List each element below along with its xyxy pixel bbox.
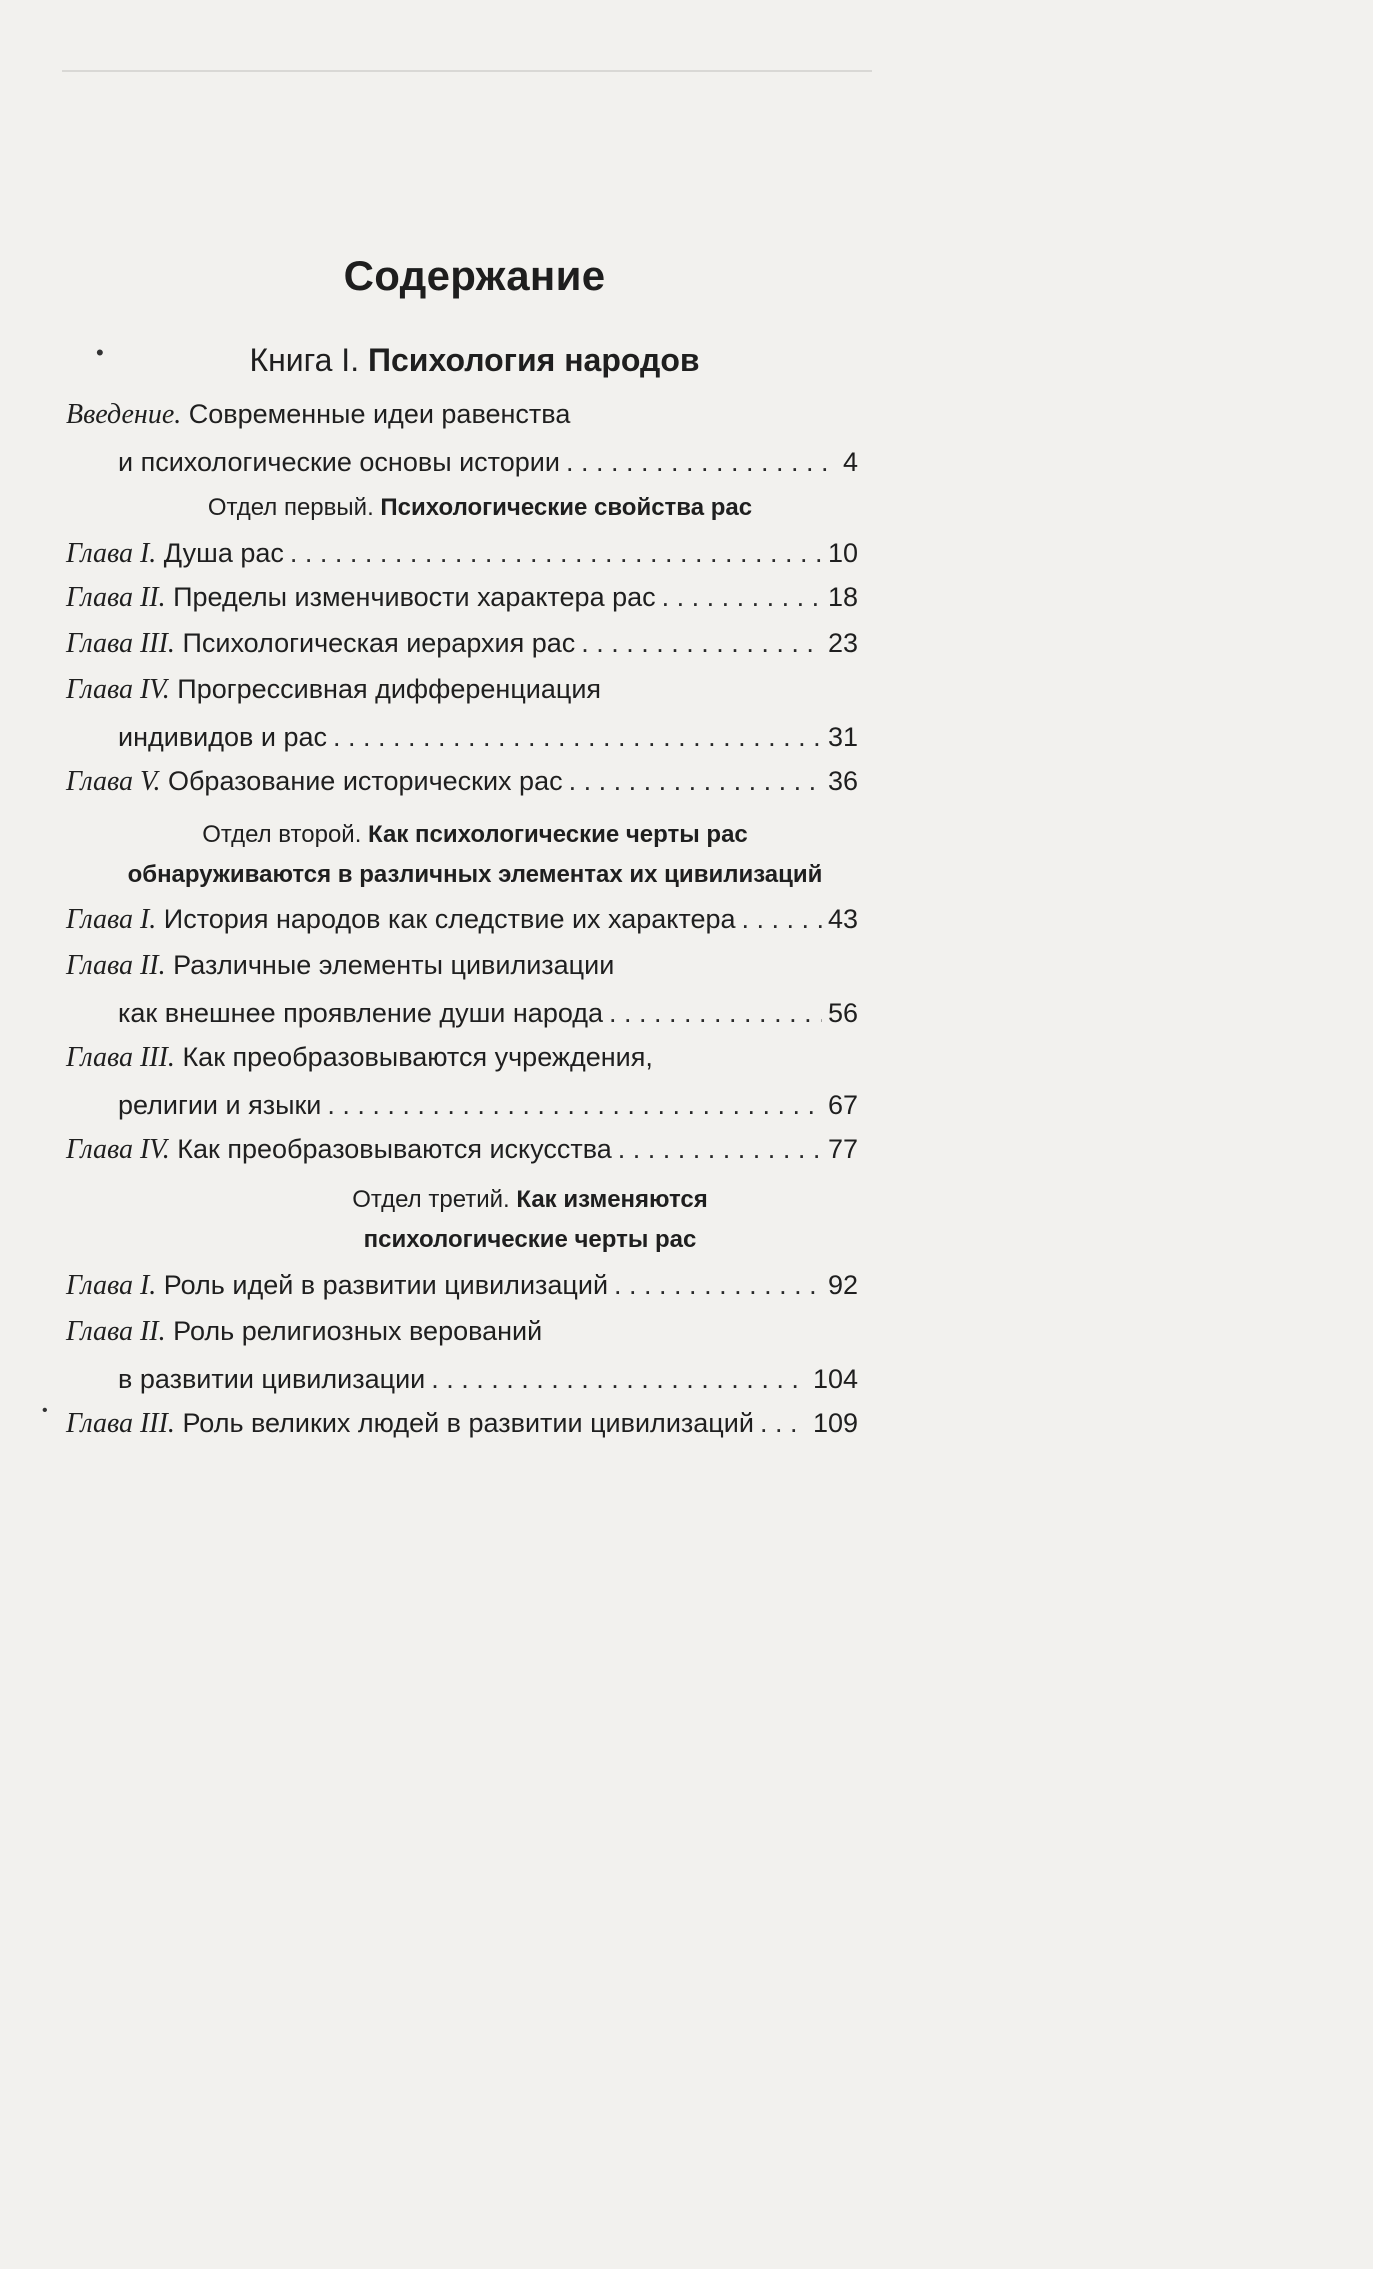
entry-label: Глава II. [66,1316,166,1347]
entry-title: История народов как следствие их характера [163,904,736,934]
toc-entry[interactable] [66,536,858,571]
section-heading-1 [150,494,810,522]
leader-dots [581,626,822,660]
entry-title: Роль идей в развитии цивилизаций [163,1270,609,1300]
entry-label: Введение. [66,399,182,430]
bleed-through-text [62,70,872,102]
entry-title-cont: индивидов и рас [118,722,327,752]
leader-dots [662,580,822,614]
book-prefix: Книга I. [249,342,360,378]
entry-title: Как преобразовываются искусства [177,1134,612,1164]
book-heading [0,342,949,379]
leader-dots [614,1268,822,1302]
entry-label: Глава I. [66,1270,157,1301]
leader-dots [333,720,822,754]
entry-title: Душа рас [163,538,284,568]
entry-label: Глава I. [66,538,157,569]
page-number: 10 [827,538,858,568]
entry-title: Образование исторических рас [167,766,563,796]
page-number: 56 [827,998,858,1028]
page-number: 104 [812,1364,858,1394]
entry-title: Пределы изменчивости характера рас [173,582,656,612]
entry-label: Глава IV. [66,1134,170,1165]
page-number: 77 [827,1134,858,1164]
leader-dots [290,536,822,570]
leader-dots [742,902,822,936]
entry-label: Глава III. [66,1408,175,1439]
section-name: Как психологические черты рас [368,821,748,848]
leader-dots [327,1088,822,1122]
section-name: Как изменяются [516,1186,708,1213]
entry-title: Современные идеи равенства [188,399,571,429]
section-name-cont: обнаруживаются в различных элементах их цивилизаций [127,861,823,888]
page-number: 4 [842,447,858,477]
page-number: 109 [812,1408,858,1438]
section-name-cont: психологические черты рас [363,1226,697,1253]
entry-title-cont: и психологические основы истории [118,447,560,477]
page-title: Содержание [343,252,606,299]
page-number: 67 [827,1090,858,1120]
leader-dots [618,1132,822,1166]
entry-title: Прогрессивная дифференциация [177,674,602,704]
section-prefix: Отдел второй. [202,821,362,848]
leader-dots [569,764,822,798]
section-prefix: Отдел третий. [352,1186,510,1213]
leader-dots [431,1362,807,1396]
page-number: 36 [827,766,858,796]
toc-entry[interactable] [66,1268,858,1303]
entry-title-cont: в развитии цивилизации [118,1364,426,1394]
print-mark: • [42,1402,48,1419]
page-number: 18 [827,582,858,612]
toc-entry[interactable] [66,1314,858,1396]
leader-dots [760,1406,807,1440]
entry-title: Роль великих людей в развитии цивилизаций [182,1408,754,1438]
entry-label: Глава III. [66,628,175,659]
page-number: 92 [827,1270,858,1300]
toc-entry[interactable] [66,1406,858,1441]
toc-entry[interactable] [66,902,858,937]
entry-label: Глава II. [66,582,166,613]
page-number: 43 [827,904,858,934]
entry-label: Глава IV. [66,674,170,705]
section-prefix: Отдел первый. [207,494,374,521]
toc-entry[interactable] [66,1040,858,1122]
toc-entry[interactable] [66,672,858,754]
entry-title-cont: религии и языки [118,1090,322,1120]
toc-entry[interactable] [66,1132,858,1167]
leader-dots [609,996,822,1030]
toc-entry[interactable] [66,626,858,661]
toc-entry[interactable] [66,580,858,615]
bleed-through-rule [62,70,872,72]
entry-label: Глава III. [66,1042,175,1073]
entry-title: Различные элементы цивилизации [173,950,615,980]
entry-title-cont: как внешнее проявление души народа [118,998,604,1028]
page-number: 31 [827,722,858,752]
toc-entry[interactable] [66,948,858,1030]
entry-label: Глава I. [66,904,157,935]
entry-title: Психологическая иерархия рас [182,628,576,658]
section-name: Психологические свойства рас [380,494,753,521]
book-name: Психология народов [367,342,700,378]
leader-dots [566,445,837,479]
entry-label: Глава V. [66,766,161,797]
entry-title: Роль религиозных верований [173,1316,543,1346]
page-number: 23 [827,628,858,658]
toc-entry[interactable] [66,764,858,799]
book-page [0,0,949,1568]
print-mark: • [96,340,104,365]
entry-title: Как преобразовываются учреждения, [182,1042,653,1072]
toc-entry-intro[interactable] [66,397,858,479]
section-heading-3 [250,1180,810,1260]
section-heading-2 [60,815,890,895]
entry-label: Глава II. [66,950,166,981]
